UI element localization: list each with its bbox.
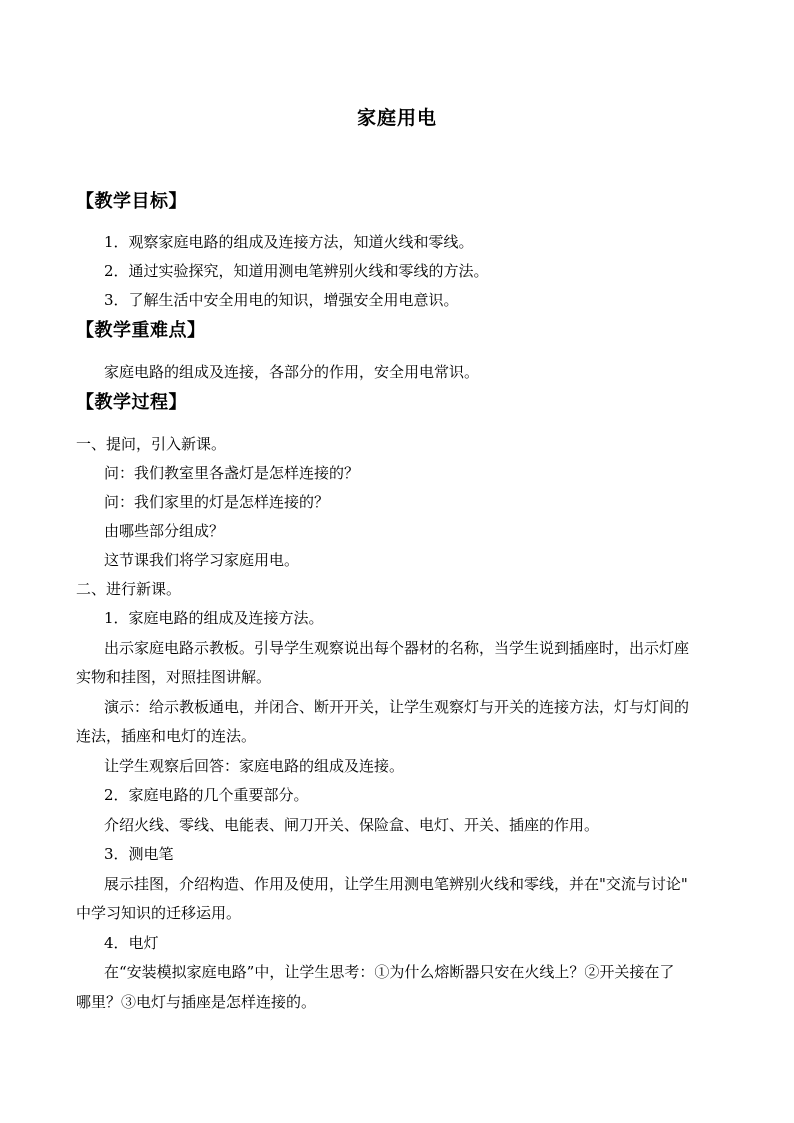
goal-item-2: 2．通过实验探究，知道用测电笔辨别火线和零线的方法。 — [104, 262, 489, 280]
process-part1-title: 一、提问，引入新课。 — [76, 435, 227, 453]
sub3-title: 3．测电笔 — [104, 845, 174, 863]
sub4-para-line-b: 哪里？③电灯与插座是怎样连接的。 — [76, 993, 317, 1011]
sub4-para-line-a: 在“安装模拟家庭电路”中，让学生思考：①为什么熔断器只安在火线上？②开关接在了 — [104, 963, 675, 981]
process-part2-title: 二、进行新课。 — [76, 580, 182, 598]
sub1-title: 1．家庭电路的组成及连接方法。 — [104, 609, 324, 627]
sub2-title: 2．家庭电路的几个重要部分。 — [104, 786, 309, 804]
section-heading-key-points: 【教学重难点】 — [76, 320, 206, 341]
document-title: 家庭用电 — [356, 107, 437, 129]
sub1-para2-line-b: 连法，插座和电灯的连法。 — [76, 727, 257, 745]
sub1-para2-line-a: 演示：给示教板通电，并闭合、断开开关，让学生观察灯与开关的连接方法，灯与灯间的 — [104, 698, 690, 716]
section-heading-process: 【教学过程】 — [76, 392, 187, 413]
sub1-para3: 让学生观察后回答：家庭电路的组成及连接。 — [104, 757, 405, 775]
process-part1-line-1: 问：我们教室里各盏灯是怎样连接的？ — [104, 464, 360, 482]
sub3-para-line-b: 中学习知识的迁移运用。 — [76, 904, 242, 922]
goal-item-1: 1．观察家庭电路的组成及连接方法，知道火线和零线。 — [104, 233, 474, 251]
section-heading-goals: 【教学目标】 — [76, 191, 187, 212]
process-part1-line-4: 这节课我们将学习家庭用电。 — [104, 551, 300, 569]
sub1-para1-line-b: 实物和挂图，对照挂图讲解。 — [76, 668, 272, 686]
process-part1-line-3: 由哪些部分组成？ — [104, 522, 225, 540]
sub1-para1-line-a: 出示家庭电路示教板。引导学生观察说出每个器材的名称，当学生说到插座时，出示灯座 — [104, 639, 690, 657]
goal-item-3: 3．了解生活中安全用电的知识，增强安全用电意识。 — [104, 291, 459, 309]
process-part1-line-2: 问：我们家里的灯是怎样连接的？ — [104, 493, 330, 511]
sub2-text: 介绍火线、零线、电能表、闸刀开关、保险盒、电灯、开关、插座的作用。 — [104, 816, 600, 834]
sub4-title: 4．电灯 — [104, 934, 159, 952]
key-points-text: 家庭电路的组成及连接，各部分的作用，安全用电常识。 — [104, 363, 480, 381]
sub3-para-line-a: 展示挂图，介绍构造、作用及使用，让学生用测电笔辨别火线和零线，并在"交流与讨论" — [104, 875, 688, 893]
